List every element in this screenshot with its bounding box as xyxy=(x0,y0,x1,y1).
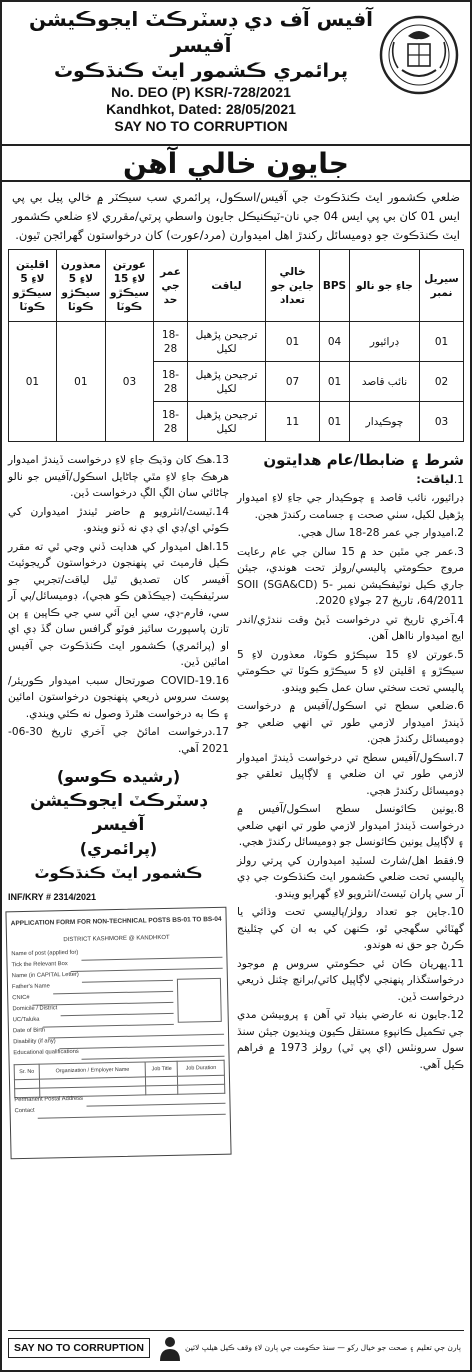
form-field-label: CNIC# xyxy=(12,993,30,1001)
terms-title: شرط ۽ ضابطا/عام هدايتون xyxy=(263,451,464,469)
cell-qualification: ترجيحن پڙهيل لکيل xyxy=(188,402,266,442)
form-col-organization: Organization / Employer Name xyxy=(39,1061,146,1078)
footer-message: ٻارن جي تعليم ۽ صحت جو خيال رکو — سنڌ حڪومت جي ٻارن لاءِ وقف ڪيل هيلپ لائين xyxy=(184,1343,461,1352)
form-col-job-title: Job Title xyxy=(146,1061,178,1077)
cell-bps: 01 xyxy=(320,402,350,442)
term-text: آخري تاريخ تي درخواست ڏيڻ وقت نندڙي/اندر ايج اميدوار نااهل آهن. xyxy=(237,613,464,642)
reference-number: No. DEO (P) KSR/-728/2021 xyxy=(111,84,291,100)
cell-serial: 03 xyxy=(420,402,464,442)
term-text: جايون نه عارضي بنياد تي آهن ۽ پروبيشن مدي جي تڪميل ڪانپوءِ مستقل ڪيون وينديون جيئن سنڌ سول سرونٽس (اي پي ٽي) رولز 1973 ۾ فراهم ڪيل آهي. xyxy=(237,1009,465,1071)
term-number: 17. xyxy=(212,726,230,738)
form-field-label: Date of Birth xyxy=(12,1026,46,1034)
term-item xyxy=(8,539,229,671)
footer-slogan: SAY NO TO CORRUPTION xyxy=(8,1338,150,1358)
term-title: لياقت: xyxy=(416,471,454,486)
col-age: عمر جي حد xyxy=(154,250,188,322)
form-col-duration: Job Duration xyxy=(178,1060,225,1076)
form-field-label: Tick the Relevant Box xyxy=(11,960,68,968)
form-address-line: Permanent Postal Address xyxy=(14,1093,225,1107)
term-number: 8. xyxy=(453,803,464,815)
office-name: آفيس آف دي ڊسٽرڪٽ ايجوڪيشن آفيسر xyxy=(28,7,374,57)
terms-column xyxy=(233,452,464,1157)
col-disabled-quota: معذورن لاءِ 5 سيڪڙو ڪوٽا xyxy=(56,250,105,322)
intro-paragraph: ضلعي ڪشمور ايٽ ڪنڌڪوٽ جي آفيس/اسڪول، پرائمري سب سيڪٽر ۾ خالي پيل بي پي ايس 01 کان بي پي ايس 04 جي نان-ٽيڪنيڪل جايون واسطي پرتي/مقرري لاءِ ضلعي ڪشمور ايٽ ڪنڌڪوٽ جو ڊوميسائل رکندڙ اهل اميدوارن (مرد/عورت) کان درخواستون گهرائجن ٿيون. xyxy=(12,190,460,242)
term-text: COVID-19 صورتحال سبب اميدوار ڪوريئر/پوسٽ سروس ذريعي پنهنجون درخواستون امائين ۽ ڪا به درخواست هٿرڌ وصول نه ڪئي ويندي. xyxy=(8,674,230,720)
officer-place: ڪشمور ايٽ ڪنڌڪوٽ xyxy=(34,864,203,882)
term-item xyxy=(8,452,229,502)
form-field-label: Educational qualifications xyxy=(13,1047,79,1056)
cell-serial: 01 xyxy=(420,322,464,362)
cell-post: ڊرائيور xyxy=(350,322,420,362)
col-women-quota: عورتن لاءِ 15 سيڪڙو ڪوٽا xyxy=(105,250,153,322)
term-number: 3. xyxy=(453,545,464,558)
term-text: عمر جي مٿين حد ۾ 15 سالن جي عام رعايت مروج حڪومتي پاليسي/رولز تحت هوندي، جيئن جاري ڪيل نوٽيفڪيشن نمبر SOII (SGA&CD) 5-64/2011، تاريخ 27 جولاءِ 2020. xyxy=(237,545,464,607)
form-contact-line: Contact xyxy=(15,1104,226,1118)
term-number: 4. xyxy=(453,613,464,626)
term-number: 15. xyxy=(212,540,230,553)
term-item xyxy=(237,612,464,645)
inf-number: INF/KRY # 2314/2021 xyxy=(8,892,97,902)
col-serial: سيريل نمبر xyxy=(420,250,464,322)
term-text: جاين جو تعداد رولز/پاليسي تحت وڌائي يا گهٽائي سگهجي ٿو، ڪنهن کي به ان کي چئلينج ڪرڻ جو حق نه هوندو. xyxy=(237,906,464,951)
col-bps: BPS xyxy=(320,250,350,322)
term-item xyxy=(237,647,464,697)
footer xyxy=(8,1330,464,1364)
term-item xyxy=(237,525,464,542)
col-count: خالي جاين جو تعداد xyxy=(266,250,320,322)
form-field-label: UC/Taluka xyxy=(12,1015,40,1023)
cell-count: 01 xyxy=(266,322,320,362)
officer-role: ڊسٽرڪٽ ايجوڪيشن آفيسر xyxy=(30,791,207,835)
term-number: 14. xyxy=(212,505,230,518)
cell-count: 07 xyxy=(266,362,320,402)
cell-age: 18-28 xyxy=(154,362,188,402)
term-item xyxy=(8,504,229,537)
term-item xyxy=(237,956,464,1006)
cell-disabled-quota: 01 xyxy=(56,322,105,442)
term-text: ڊرائيور، نائب قاصد ۽ چوڪيدار جي جاءِ لاءِ اميدوار پڙهيل لکيل، سٺي صحت ۽ جسامت رکندڙ هجن. xyxy=(237,492,464,521)
term-item xyxy=(237,853,464,903)
person-icon xyxy=(158,1335,182,1361)
term-number: 13. xyxy=(212,454,230,466)
term-item xyxy=(237,750,464,800)
form-field-label: Disability (if any) xyxy=(13,1037,56,1045)
form-col-serial: Sr. No xyxy=(14,1064,39,1080)
form-field-label: Name of post (applied for) xyxy=(11,948,79,957)
cell-bps: 04 xyxy=(320,322,350,362)
col-minority-quota: اقليتن لاءِ 5 سيڪڙو ڪوٽا xyxy=(9,250,57,322)
term-item xyxy=(237,490,464,523)
term-number: 16. xyxy=(212,674,230,687)
term-number: 1. xyxy=(453,473,464,486)
col-post: جاءِ جو نالو xyxy=(350,250,420,322)
table-row xyxy=(9,322,464,362)
cell-qualification: ترجيحن پڙهيل لکيل xyxy=(188,362,266,402)
term-text: درخواست امائڻ جي آخري تاريخ 30-06-2021 آهي. xyxy=(8,726,230,755)
term-number: 2. xyxy=(453,527,464,539)
term-text: ڀهريان ڪان ئي حڪومتي سروس ۾ موجود درخواستگذار پنهنجي لاڳاپيل کاتي/برانچ چئنل ذريعي درخواست ڏين. xyxy=(237,957,464,1003)
term-text: يونين ڪائونسل سطح اسڪول/آفيس ۾ درخواست ڏيندڙ اميدوار لازمي طور تي انهي ضلعي ۽ لاڳاپيل يونين ڪائونسل جو ڊوميسائل رکندڙ هجي. xyxy=(237,803,464,848)
form-field-label: Domicile / District xyxy=(12,1004,58,1012)
table-header-row xyxy=(9,250,464,322)
terms-list-continued xyxy=(8,452,229,757)
photo-box xyxy=(177,977,222,1022)
cell-minority-quota: 01 xyxy=(9,322,57,442)
cell-qualification: ترجيحن پڙهيل لکيل xyxy=(188,322,266,362)
term-number: 5. xyxy=(453,648,464,661)
term-text: اهل اميدوار کي هدايت ڏني وڃي ٿي ته مقرر ڪيل فارميٽ تي پنهنجون درخواستون گريجوئيٽ آفيسر کان تصديق ٿيل لياقت/تجربي جو سرٽيفڪيٽ (جيڪڏهن ڪو هجي)، ڊوميسائل/پي آر سي، فارم-ڊي، سي اين آئي سي جي ڪاپين ۽ ٻن تازن پاسپورٽ سائيز فوٽو گرافس سان گڏ ڊي اي او (پرائمري) ڪشمور ايٽ ڪنڌڪوٽ جي آفيس امائين ڏين. xyxy=(8,540,230,668)
term-text: عورتن لاءِ 15 سيڪڙو ڪوٽا، معذورن لاءِ 5 سيڪڙو ۽ اقليتن لاءِ 5 سيڪڙو ڪوٽا تي حڪومتي پاليسي تحت سختي سان عمل ڪيو ويندو. xyxy=(237,648,465,694)
header xyxy=(8,6,464,144)
term-item xyxy=(237,1007,464,1073)
term-text: اميدوار جي عمر 28-18 سال هجي. xyxy=(297,527,454,539)
term-text: هڪ کان وڌيڪ جاءِ لاءِ درخواست ڏيندڙ اميدوار هرهڪ جاءِ لاءِ مٿي ڄاڻايل اسڪول/آفيس جو نالو ڄاڻائي سان الڳ الڳ درخواست ڏين. xyxy=(8,454,230,499)
cell-women-quota: 03 xyxy=(105,322,153,442)
cell-post: نائب قاصد xyxy=(350,362,420,402)
term-text: فقط اهل/شارٽ لسٽيڊ اميدوارن کي ڀرتي رولز پاليسي تحت ضلعي ڪشمور ايٽ ڪنڌڪوٽ جي ڊي آر سي پاران ٽيسٽ/انٽرويو لاءِ گهرايو ويندو. xyxy=(237,854,464,900)
cell-count: 11 xyxy=(266,402,320,442)
form-title: APPLICATION FORM FOR NON-TECHNICAL POSTS BS-01 TO BS-04 xyxy=(10,915,222,927)
term-number: 7. xyxy=(453,751,464,764)
term-item xyxy=(237,801,464,851)
term-item xyxy=(8,724,229,757)
office-subtitle: پرائمري ڪشمور ايٽ ڪنڌڪوٽ xyxy=(53,60,349,82)
officer-name: (رشيده ڪوسو) xyxy=(56,767,181,786)
left-column xyxy=(8,452,233,1157)
form-field-label: Name (in CAPITAL Letter) xyxy=(11,970,79,979)
form-field-label: Father's Name xyxy=(11,982,50,990)
cell-serial: 02 xyxy=(420,362,464,402)
page-title: جايون خالي آهن xyxy=(123,146,349,180)
term-number: 10. xyxy=(447,906,464,918)
term-item xyxy=(237,471,464,489)
term-number: 6. xyxy=(453,700,464,712)
government-seal-icon xyxy=(378,12,460,98)
term-text: اسڪول/آفيس سطح تي درخواست ڏيندڙ اميدوار لازمي طور تي ان ضلعي ۽ لاڳاپيل تعلقي جو ڊوميسائل رکندڙ هجي. xyxy=(237,751,464,797)
term-text: ضلعي سطح تي اسڪول/آفيس ۾ درخواست ڏيندڙ اميدوار لازمي طور تي انهي ضلعي جو ڊوميسائل رکندڙ هجن. xyxy=(237,700,464,745)
term-item xyxy=(8,673,229,723)
signature-block xyxy=(8,765,229,885)
term-number: 12. xyxy=(447,1009,464,1021)
term-text: ٽيسٽ/انٽرويو ۾ حاضر ٿيندڙ اميدوارن کي ڪوٽي اي/ڊي اي ڊي نه ڏنو ويندو. xyxy=(8,505,230,534)
term-number: 11. xyxy=(447,957,464,970)
cell-post: چوڪيدار xyxy=(350,402,420,442)
term-item xyxy=(237,698,464,748)
vacancy-table xyxy=(8,249,464,442)
form-field xyxy=(13,1046,224,1060)
header-slogan: SAY NO TO CORRUPTION xyxy=(114,118,288,134)
cell-age: 18-28 xyxy=(154,322,188,362)
cell-bps: 01 xyxy=(320,362,350,402)
col-qualification: لياقت xyxy=(188,250,266,322)
cell-age: 18-28 xyxy=(154,402,188,442)
terms-list xyxy=(237,471,464,1074)
application-form xyxy=(5,906,231,1159)
term-item xyxy=(237,544,464,610)
term-item xyxy=(237,904,464,954)
officer-subtitle: (پرائمري) xyxy=(79,839,158,858)
form-subtitle: DISTRICT KASHMORE @ KANDHKOT xyxy=(63,933,170,943)
date-line: Kandhkot, Dated: 28/05/2021 xyxy=(106,101,296,117)
body-columns xyxy=(8,452,464,1157)
title-bar xyxy=(2,144,470,182)
term-number: 9. xyxy=(453,854,464,867)
